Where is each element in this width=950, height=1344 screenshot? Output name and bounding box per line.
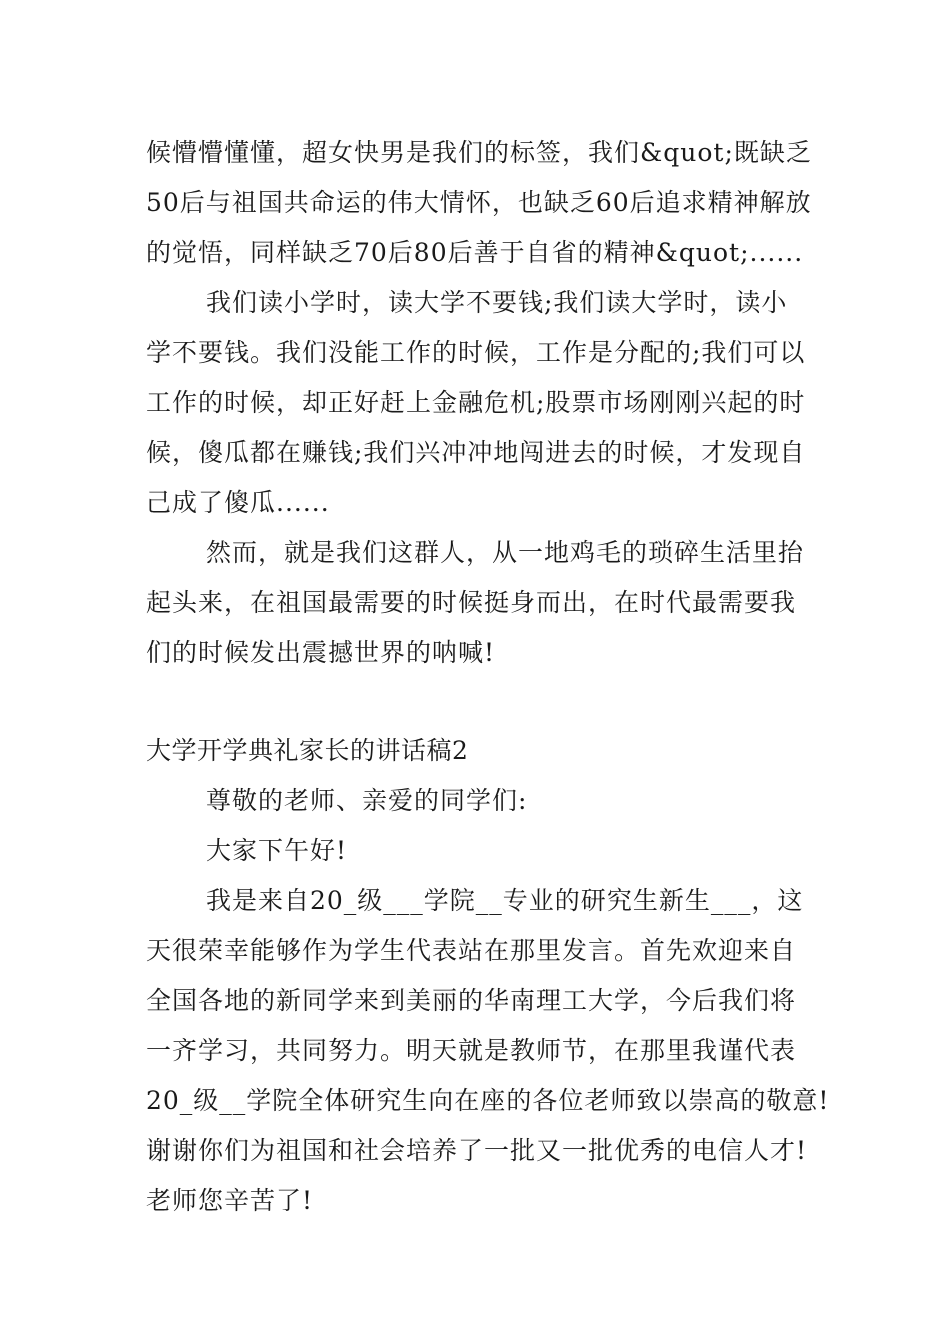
text-line: 谢谢你们为祖国和社会培养了一批又一批优秀的电信人才! xyxy=(146,1136,808,1165)
document-page xyxy=(146,128,830,1226)
paragraph-generation-3 xyxy=(146,528,811,678)
text-line: 老师您辛苦了! xyxy=(146,1186,314,1215)
text-line: 一齐学习，共同努力。明天就是教师节，在那里我谨代表 xyxy=(146,1036,797,1065)
text-line: 候懵懵懂懂，超女快男是我们的标签，我们&quot;既缺乏 xyxy=(146,138,812,167)
text-line: 们的时候发出震撼世界的呐喊! xyxy=(146,638,496,667)
text-line: 起头来，在祖国最需要的时候挺身而出，在时代最需要我 xyxy=(146,588,797,617)
paragraph-generation-1 xyxy=(146,128,811,278)
text-line: 全国各地的新同学来到美丽的华南理工大学，今后我们将 xyxy=(146,986,797,1015)
text-line: 然而，就是我们这群人，从一地鸡毛的琐碎生活里抬 xyxy=(206,538,805,567)
text-line: 50后与祖国共命运的伟大情怀，也缺乏60后追求精神解放 xyxy=(146,188,812,217)
text-line: 天很荣幸能够作为学生代表站在那里发言。首先欢迎来自 xyxy=(146,936,797,965)
text-line: 的觉悟，同样缺乏70后80后善于自省的精神&quot;...... xyxy=(146,238,804,267)
section-spacer xyxy=(146,678,811,726)
text-line: 候，傻瓜都在赚钱;我们兴冲冲地闯进去的时候，才发现自 xyxy=(146,438,806,467)
salute-line: 大家下午好! xyxy=(206,836,348,865)
text-line: 我是来自20_级___学院__专业的研究生新生___，这 xyxy=(206,886,804,915)
text-line: 20_级__学院全体研究生向在座的各位老师致以崇高的敬意! xyxy=(146,1086,830,1115)
greeting-line: 尊敬的老师、亲爱的同学们: xyxy=(206,786,528,815)
text-line: 我们读小学时，读大学不要钱;我们读大学时，读小 xyxy=(206,288,788,317)
section-title: 大学开学典礼家长的讲话稿2 xyxy=(146,736,469,765)
paragraph-generation-2 xyxy=(146,278,811,528)
paragraph-speech xyxy=(146,876,830,1226)
text-line: 己成了傻瓜...... xyxy=(146,488,330,517)
text-line: 工作的时候，却正好赶上金融危机;股票市场刚刚兴起的时 xyxy=(146,388,806,417)
text-line: 学不要钱。我们没能工作的时候，工作是分配的;我们可以 xyxy=(146,338,806,367)
